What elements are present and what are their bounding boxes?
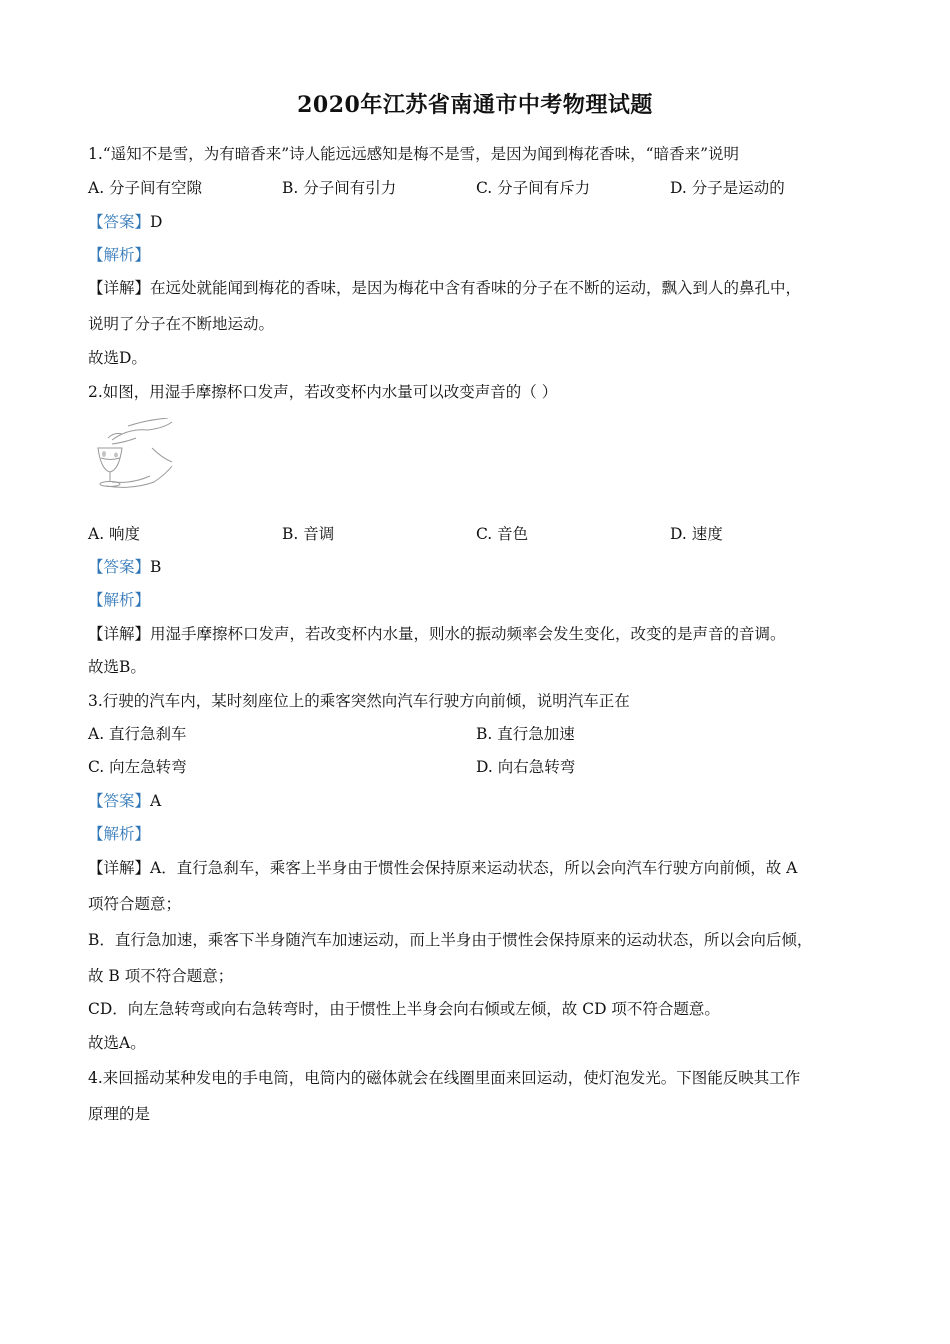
q3-detail-line-2: 项符合题意； (88, 895, 182, 913)
q3-stem: 3.行驶的汽车内，某时刻座位上的乘客突然向汽车行驶方向前倾，说明汽车正在 (88, 692, 630, 710)
answer-tag: 【答案】 (88, 213, 151, 231)
q1-analysis-line (88, 245, 150, 265)
q2-choose: 故选B。 (88, 658, 146, 676)
q2-option-d: D. 速度 (670, 525, 723, 543)
analysis-tag: 【解析】 (88, 246, 151, 264)
q1-answer-value: D (150, 213, 163, 231)
page-title: 2020年江苏省南通市中考物理试题 (297, 92, 653, 118)
q3-detail-line-3: B．直行急加速，乘客下半身随汽车加速运动，而上半身由于惯性会保持原来的运动状态，所以会向后倾， (88, 931, 813, 949)
analysis-tag: 【解析】 (88, 825, 151, 843)
q1-stem: 1.“遥知不是雪，为有暗香来”诗人能远远感知是梅不是雪，是因为闻到梅花香味，“暗香来”说明 (88, 145, 739, 163)
q1-option-b: B. 分子间有引力 (282, 179, 397, 197)
q3-detail-line-4: 故 B 项不符合题意； (88, 967, 234, 985)
detail-tag: 【详解】 (88, 279, 151, 297)
glass-rubbing-figure-icon (92, 418, 176, 492)
q2-answer-line (88, 557, 161, 577)
q1-detail-line-2: 说明了分子在不断地运动。 (88, 315, 275, 333)
q3-analysis-line (88, 824, 150, 844)
q3-option-b: B. 直行急加速 (476, 725, 575, 743)
answer-tag: 【答案】 (88, 558, 151, 576)
q2-analysis-line (88, 590, 150, 610)
q3-answer-value: A (150, 792, 162, 810)
q4-stem-line-1: 4.来回摇动某种发电的手电筒，电筒内的磁体就会在线圈里面来回运动，使灯泡发光。下图能反映其工作 (88, 1069, 801, 1087)
answer-tag: 【答案】 (88, 792, 151, 810)
q2-option-a: A. 响度 (88, 525, 141, 543)
analysis-tag: 【解析】 (88, 591, 151, 609)
q3-answer-line (88, 791, 161, 811)
q3-detail-text-1: A．直行急刹车，乘客上半身由于惯性会保持原来运动状态，所以会向汽车行驶方向前倾，故 A (150, 859, 798, 877)
q3-option-d: D. 向右急转弯 (476, 758, 576, 776)
detail-tag: 【详解】 (88, 625, 151, 643)
q3-option-a: A. 直行急刹车 (88, 725, 187, 743)
q2-answer-value: B (150, 558, 162, 576)
q3-option-c: C. 向左急转弯 (88, 758, 187, 776)
q3-choose: 故选A。 (88, 1034, 146, 1052)
q2-option-b: B. 音调 (282, 525, 335, 543)
q1-option-d: D. 分子是运动的 (670, 179, 785, 197)
q1-choose: 故选D。 (88, 349, 147, 367)
q1-option-c: C. 分子间有斥力 (476, 179, 591, 197)
q1-answer-line (88, 212, 162, 232)
q1-detail-line-1 (88, 278, 801, 298)
q4-stem-line-2: 原理的是 (88, 1105, 151, 1123)
q3-detail-line-1 (88, 858, 797, 878)
q2-detail-line-1 (88, 624, 786, 644)
q1-option-a: A. 分子间有空隙 (88, 179, 203, 197)
q2-option-c: C. 音色 (476, 525, 529, 543)
q3-detail-line-5: CD．向左急转弯或向右急转弯时，由于惯性上半身会向右倾或左倾，故 CD 项不符合题意。 (88, 1000, 720, 1018)
q2-detail-text-1: 用湿手摩擦杯口发声，若改变杯内水量，则水的振动频率会发生变化，改变的是声音的音调。 (150, 625, 786, 643)
q2-stem: 2.如图，用湿手摩擦杯口发声，若改变杯内水量可以改变声音的（ ） (88, 383, 558, 401)
detail-tag: 【详解】 (88, 859, 151, 877)
q1-detail-text-1: 在远处就能闻到梅花的香味，是因为梅花中含有香味的分子在不断的运动，飘入到人的鼻孔中， (150, 279, 802, 297)
